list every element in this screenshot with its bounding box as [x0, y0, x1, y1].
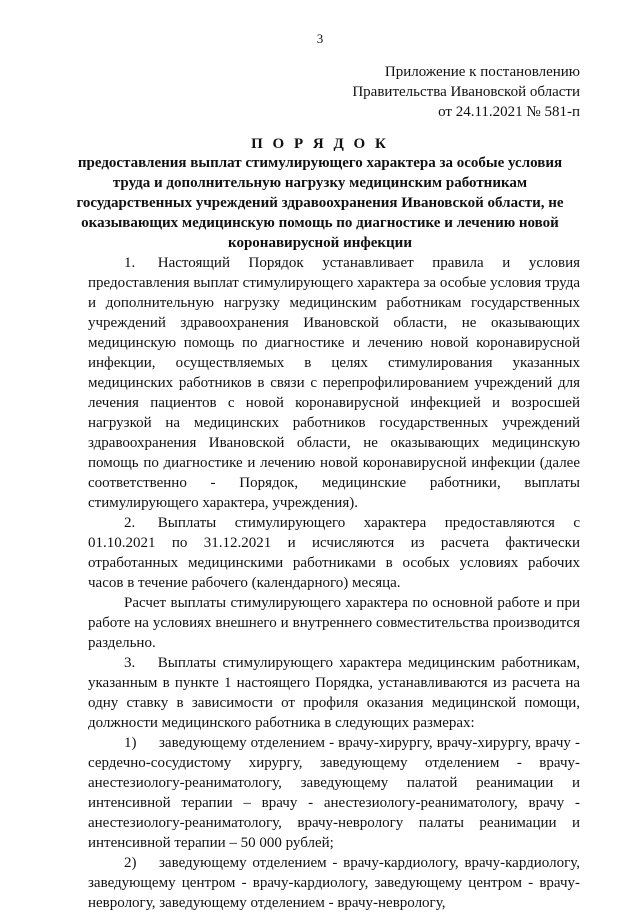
appendix-line-2: Правительства Ивановской области [352, 84, 580, 100]
document-body [88, 253, 580, 913]
paragraph-4: 3. Выплаты стимулирующего характера медицинским работникам, указанным в пункте 1 настоящего Порядка, устанавливаются из расчета на одну ставку в зависимости от профиля оказания медицинской помощи, должности медицинского работника в следующих размерах: [88, 655, 580, 731]
appendix-line-3: от 24.11.2021 № 581-п [438, 104, 580, 120]
document-title: П О Р Я Д О К [251, 136, 389, 152]
appendix-line-1: Приложение к постановлению [384, 64, 580, 80]
paragraph-3: Расчет выплаты стимулирующего характера по основной работе и при работе на условиях внешнего и внутреннего совместительства производится раздельно. [88, 595, 580, 651]
paragraph-2: 2. Выплаты стимулирующего характера предоставляются с 01.10.2021 по 31.12.2021 и исчисляются из расчета фактически отработанных медицинскими работниками в особых условиях рабочих часов в течение рабочего (календарного) месяца. [88, 515, 580, 591]
document-subtitle: предоставления выплат стимулирующего характера за особые условия труда и дополнительную нагрузку медицинским работникам государственных учреждений здравоохранения Ивановской области, не оказывающих медицинскую помощь по диагностике и лечению новой коронавирусной инфекции [76, 155, 564, 251]
page-number: 3 [316, 31, 324, 46]
appendix-header [352, 62, 580, 122]
paragraph-5: 1) заведующему отделением - врачу-хирургу, врачу-хирургу, врачу - сердечно-сосудистому хирургу, заведующему отделением - врачу-анестезиологу-реаниматологу, заведующему палатой реанимации и интенсивной терапии – врачу - анестезиологу-реаниматологу, врачу - анестезиологу-реаниматологу, врачу-неврологу палаты реанимации и интенсивной терапии – 50 000 рублей; [88, 735, 580, 851]
paragraph-6: 2) заведующему отделением - врачу-кардиологу, врачу-кардиологу, заведующему центром - врачу-кардиологу, заведующему центром - врачу-неврологу, заведующему отделением - врачу-неврологу, [88, 855, 580, 911]
paragraph-1: 1. Настоящий Порядок устанавливает правила и условия предоставления выплат стимулирующего характера за особые условия труда и дополнительную нагрузку медицинским работникам государственных учреждений здравоохранения Ивановской области, не оказывающих медицинскую помощь по диагностике и лечению новой коронавирусной инфекции, осуществляемых в целях стимулирования указанных медицинских работников в связи с перепрофилированием учреждений для лечения пациентов с новой коронавирусной инфекцией и возросшей нагрузкой на медицинских работников государственных учреждений здравоохранения Ивановской области, не оказывающих медицинскую помощь по диагностике и лечению новой коронавирусной инфекции (далее соответственно - Порядок, медицинские работники, выплаты стимулирующего характера, учреждения). [88, 255, 580, 511]
